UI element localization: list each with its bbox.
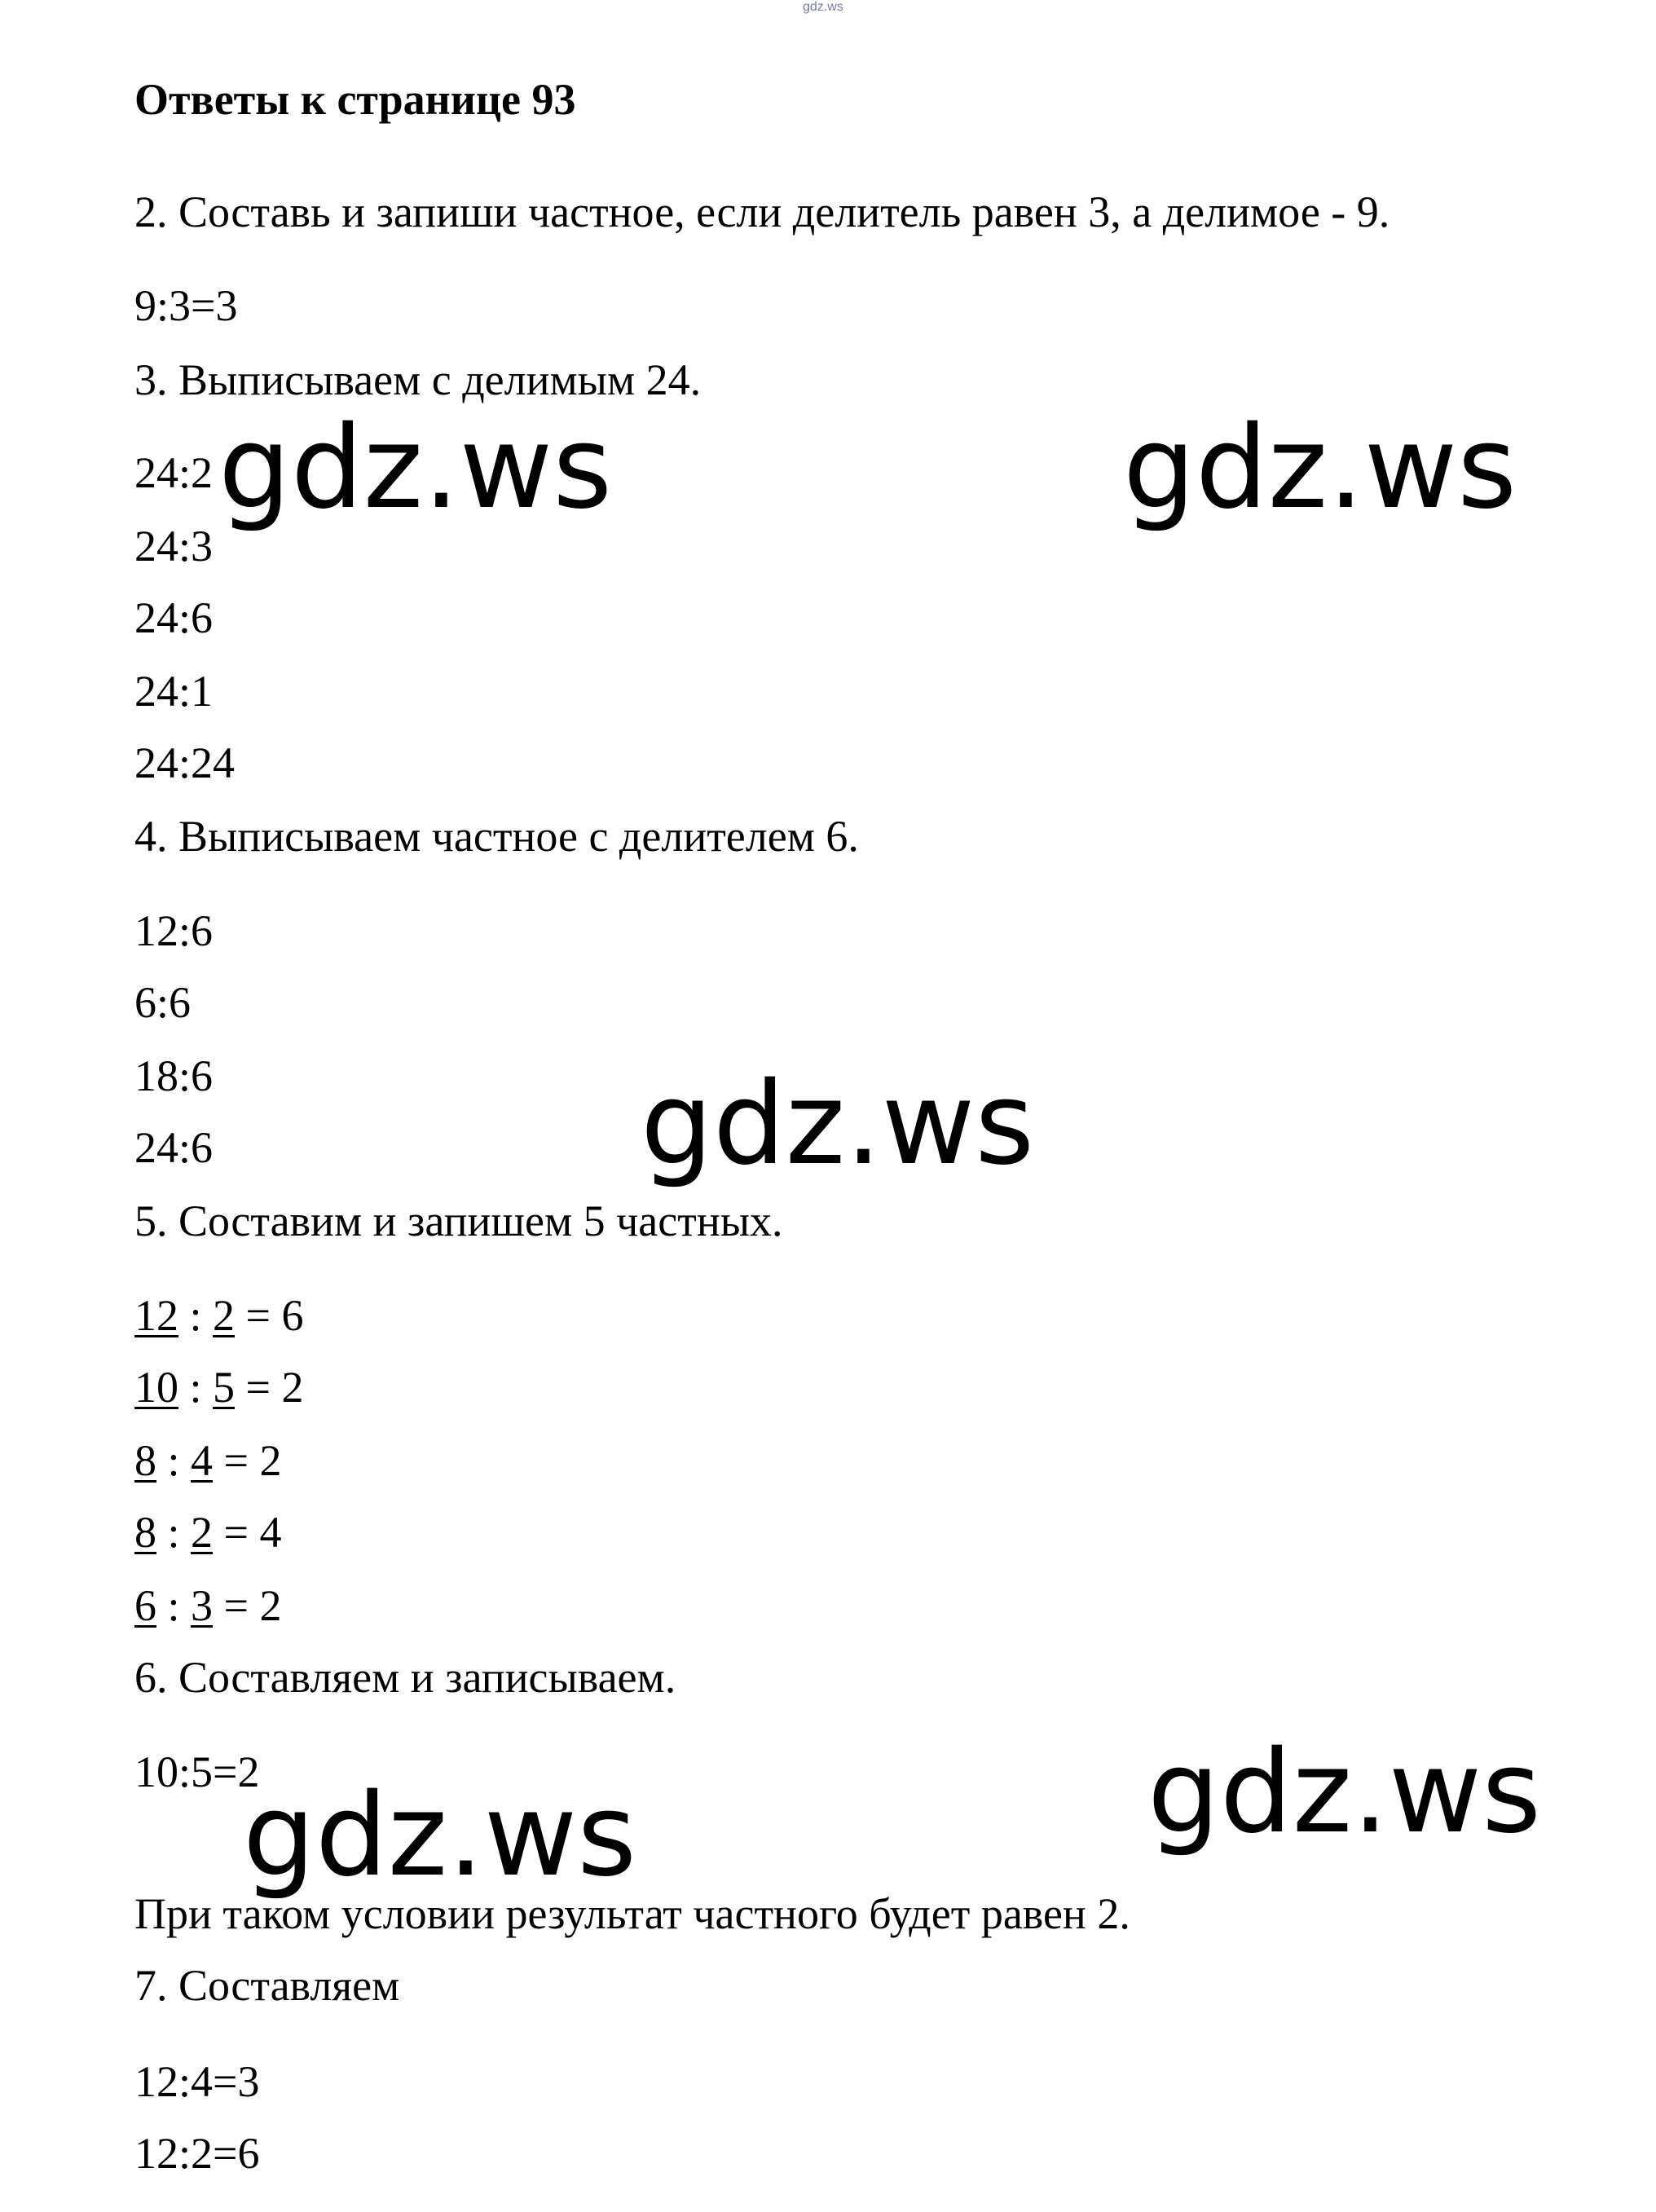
task-3-answer-3: 24:6 — [134, 593, 214, 642]
dividend: 8 — [134, 1436, 156, 1485]
task-7-answer-1: 12:4=3 — [134, 2057, 260, 2106]
divisor: 2 — [191, 1508, 214, 1557]
divisor: 3 — [191, 1581, 214, 1630]
task-7-text: 7. Составляем — [134, 1961, 400, 2010]
page-title: Ответы к странице 93 — [134, 75, 576, 124]
task-6-explanation: При таком условии результат частного будет равен 2. — [134, 1889, 1130, 1938]
task-4-answer-4: 24:6 — [134, 1123, 214, 1172]
task-5-answer-2: 10 : 5 = 2 — [134, 1363, 304, 1412]
task-4-answer-3: 18:6 — [134, 1051, 214, 1100]
task-5-answer-5: 6 : 3 = 2 — [134, 1581, 282, 1630]
dividend: 6 — [134, 1581, 156, 1630]
task-6-text: 6. Составляем и записываем. — [134, 1653, 676, 1702]
task-5-answer-3: 8 : 4 = 2 — [134, 1436, 282, 1485]
task-7-answer-2: 12:2=6 — [134, 2129, 260, 2178]
dividend: 8 — [134, 1508, 156, 1557]
task-2-answer: 9:3=3 — [134, 281, 238, 330]
watermark: gdz.ws — [243, 1769, 637, 1902]
dividend: 12 — [134, 1291, 178, 1340]
watermark: gdz.ws — [1147, 1726, 1542, 1859]
task-5-answer-1: 12 : 2 = 6 — [134, 1291, 304, 1340]
task-3-answer-4: 24:1 — [134, 667, 214, 716]
divisor: 5 — [213, 1363, 236, 1412]
task-3-answer-5: 24:24 — [134, 738, 236, 787]
task-4-answer-1: 12:6 — [134, 906, 214, 955]
watermark: gdz.ws — [641, 1058, 1035, 1191]
divisor: 4 — [191, 1436, 214, 1485]
task-3-answer-2: 24:3 — [134, 522, 214, 571]
task-3-answer-1: 24:2 — [134, 448, 214, 497]
header-watermark: gdz.ws — [803, 0, 843, 14]
task-3-text: 3. Выписываем с делимым 24. — [134, 355, 702, 404]
task-4-answer-2: 6:6 — [134, 978, 192, 1027]
task-5-answer-4: 8 : 2 = 4 — [134, 1508, 282, 1557]
watermark: gdz.ws — [218, 402, 613, 535]
divisor: 2 — [213, 1291, 236, 1340]
task-6-answer: 10:5=2 — [134, 1747, 260, 1796]
dividend: 10 — [134, 1363, 178, 1412]
task-4-text: 4. Выписываем частное с делителем 6. — [134, 812, 859, 861]
watermark: gdz.ws — [1123, 402, 1517, 535]
task-5-text: 5. Составим и запишем 5 частных. — [134, 1196, 783, 1245]
task-2-text: 2. Составь и запиши частное, если делитель равен 3, а делимое - 9. — [134, 187, 1390, 236]
